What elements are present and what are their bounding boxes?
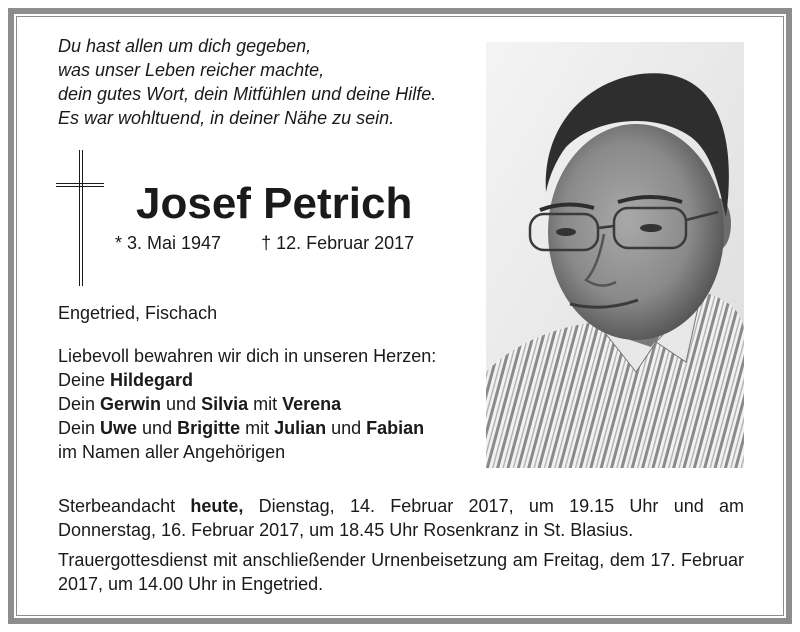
notice-paragraph-2: Trauergottesdienst mit anschließender Urnenbeisetzung am Freitag, dem 17. Februar 2017, um 14.00 Uhr in Engetried. bbox=[58, 550, 744, 594]
text: mit bbox=[248, 394, 283, 414]
cross-horizontal-bar bbox=[56, 183, 104, 187]
cross-icon bbox=[56, 150, 106, 288]
text: Deine bbox=[58, 370, 111, 390]
mourner-name: Uwe bbox=[100, 418, 138, 438]
mourner-name: Verena bbox=[282, 394, 342, 414]
mourner-name: Julian bbox=[274, 418, 327, 438]
poem-line-1: Du hast allen um dich gegeben, bbox=[58, 36, 312, 56]
service-notice bbox=[58, 494, 744, 602]
mourner-name: Brigitte bbox=[177, 418, 241, 438]
text: und bbox=[161, 394, 202, 414]
notice-emphasis: heute, bbox=[190, 496, 244, 516]
birth-date: * 3. Mai 1947 bbox=[115, 233, 222, 253]
mourners-line-3 bbox=[58, 416, 436, 440]
text: und bbox=[137, 418, 178, 438]
poem bbox=[58, 34, 498, 130]
poem-line-2: was unser Leben reicher machte, bbox=[58, 60, 325, 80]
mourners-list bbox=[58, 344, 436, 464]
mourner-name: Fabian bbox=[366, 418, 425, 438]
text: und bbox=[326, 418, 367, 438]
mourner-name: Hildegard bbox=[110, 370, 194, 390]
notice-paragraph-1 bbox=[58, 494, 744, 542]
poem-line-3: dein gutes Wort, dein Mitfühlen und deine Hilfe. bbox=[58, 84, 437, 104]
text: Dienstag, 14. Februar 2017, um 19.15 Uhr und am Donnerstag, 16. Februar 2017, um 18.45 Uhr Rosenkranz in St. Blasius. bbox=[58, 496, 744, 540]
life-dates bbox=[115, 232, 414, 254]
mourners-intro: Liebevoll bewahren wir dich in unseren Herzen: bbox=[58, 346, 437, 366]
mourners-line-1 bbox=[58, 368, 436, 392]
portrait-photo bbox=[486, 42, 744, 468]
text: Sterbeandacht bbox=[58, 496, 191, 516]
hometown: Engetried, Fischach bbox=[58, 303, 218, 323]
mourners-outro: im Namen aller Angehörigen bbox=[58, 442, 286, 462]
cross-vertical-bar bbox=[79, 150, 83, 286]
text: Dein bbox=[58, 394, 101, 414]
text: Dein bbox=[58, 418, 101, 438]
poem-line-4: Es war wohltuend, in deiner Nähe zu sein. bbox=[58, 108, 395, 128]
mourner-name: Gerwin bbox=[100, 394, 162, 414]
text: mit bbox=[240, 418, 275, 438]
death-date: † 12. Februar 2017 bbox=[261, 233, 415, 253]
mourners-line-2 bbox=[58, 392, 436, 416]
deceased-name: Josef Petrich bbox=[136, 179, 413, 228]
mourner-name: Silvia bbox=[201, 394, 249, 414]
